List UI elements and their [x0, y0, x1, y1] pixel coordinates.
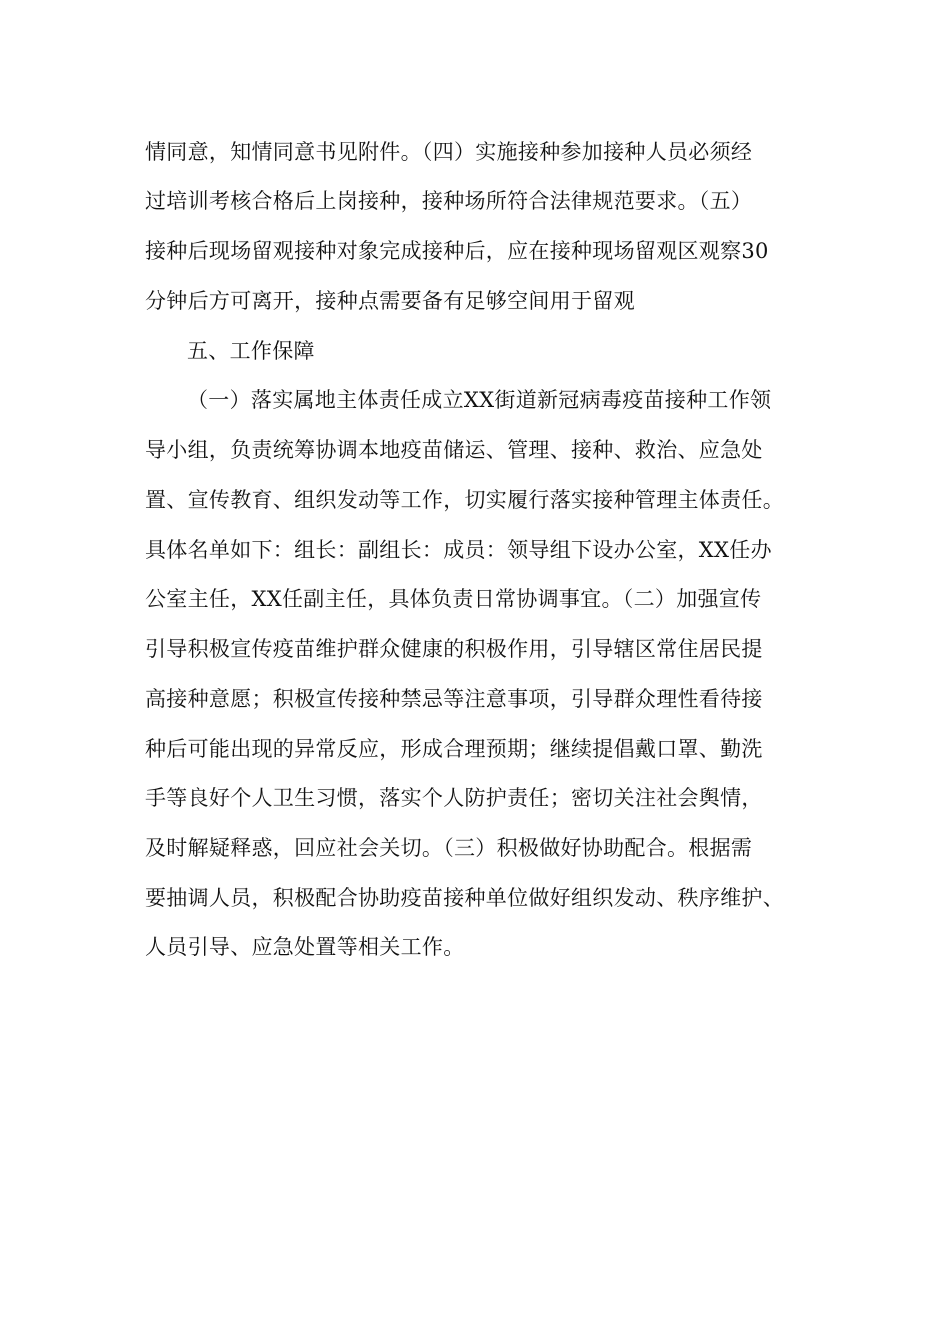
- text-line: （一）落实属地主体责任成立XX街道新冠病毒疫苗接种工作领: [187, 388, 772, 412]
- text-line: 接种后现场留观接种对象完成接种后，应在接种现场留观区观察30: [145, 239, 769, 263]
- text-line: 高接种意愿；积极宣传接种禁忌等注意事项，引导群众理性看待接: [145, 687, 763, 711]
- text-line: 情同意，知情同意书见附件。（四）实施接种参加接种人员必须经: [145, 140, 753, 164]
- text-line: 导小组，负责统筹协调本地疫苗储运、管理、接种、救治、应急处: [145, 438, 763, 462]
- section-heading: 五、工作保障: [187, 339, 315, 363]
- text-line: 分钟后方可离开，接种点需要备有足够空间用于留观: [145, 289, 635, 313]
- text-line: 人员引导、应急处置等相关工作。: [145, 935, 465, 959]
- text-line: 置、宣传教育、组织发动等工作，切实履行落实接种管理主体责任。: [145, 488, 784, 512]
- text-line: 引导积极宣传疫苗维护群众健康的积极作用，引导辖区常住居民提: [145, 637, 763, 661]
- text-line: 过培训考核合格后上岗接种，接种场所符合法律规范要求。（五）: [145, 189, 753, 213]
- text-line: 及时解疑释惑，回应社会关切。（三）积极做好协助配合。根据需: [145, 836, 753, 860]
- text-line: 种后可能出现的异常反应，形成合理预期；继续提倡戴口罩、勤洗: [145, 737, 763, 761]
- text-line: 具体名单如下：组长：副组长：成员：领导组下设办公室，XX任办: [145, 538, 772, 562]
- text-line: 手等良好个人卫生习惯，落实个人防护责任；密切关注社会舆情，: [145, 786, 763, 810]
- text-line: 公室主任，XX任副主任，具体负责日常协调事宜。（二）加强宣传: [145, 587, 762, 611]
- text-line: 要抽调人员，积极配合协助疫苗接种单位做好组织发动、秩序维护、: [145, 886, 784, 910]
